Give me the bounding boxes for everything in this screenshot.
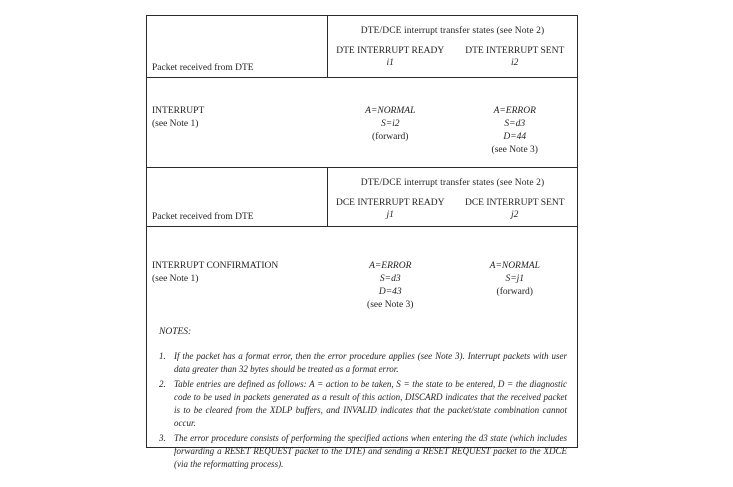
- table2-col1-header: [328, 197, 453, 221]
- table2-column-headers: [328, 197, 577, 221]
- table1-span-header: DTE/DCE interrupt transfer states (see Note 2): [360, 26, 545, 36]
- table1-col1-state: i1: [386, 58, 394, 68]
- cell-action: A=ERROR: [493, 106, 536, 116]
- table1-header-row: [147, 16, 577, 78]
- cell-state: S=d3: [504, 119, 526, 129]
- cell-state: S=d3: [379, 274, 401, 284]
- cell-note: (see Note 3): [367, 300, 414, 310]
- note-text: If the packet has a format error, then the error procedure applies (see Note 3). Interrupt packets with user data greater than 32 bytes should be treated as a format error.: [174, 351, 567, 374]
- cell-note: (see Note 3): [491, 145, 538, 155]
- table1-states-header: [328, 16, 577, 77]
- table2-col2-name: DCE INTERRUPT SENT: [464, 198, 565, 208]
- cell-action: A=NORMAL: [489, 261, 540, 271]
- table1-body-row: [147, 78, 577, 168]
- table2-body-row: [147, 227, 577, 324]
- cell-state: S=j1: [505, 274, 525, 284]
- table2-row-label-cell: [147, 227, 328, 324]
- state-table-document: [146, 15, 578, 469]
- note-number: 2.: [159, 379, 166, 389]
- note-item-1: [159, 350, 567, 376]
- table2-row-label-header-cell: [147, 168, 328, 226]
- table2-row-label-header: Packet received from DTE: [152, 212, 254, 222]
- table1-col1-name: DTE INTERRUPT READY: [336, 46, 445, 56]
- cell-action: A=ERROR: [369, 261, 412, 271]
- cell-note: (forward): [372, 132, 409, 142]
- note-text: Table entries are defined as follows: A = action to be taken, S = the state to be entered, D = the diagnostic code to be used in packets generated as a result of this action, DISCARD indicates that the received packet is to be cleared from the XDLP buffers, and INVALID indicates that the packet/state combination cannot occur.: [174, 379, 567, 428]
- table2-col1-state: j1: [386, 210, 394, 220]
- cell-note: (forward): [496, 287, 533, 297]
- table2-header-row: [147, 168, 577, 227]
- notes-section: [147, 324, 577, 471]
- table1-col2-state: i2: [511, 58, 519, 68]
- table2-col2-state: j2: [511, 210, 519, 220]
- table2-cells: [328, 227, 577, 324]
- table2-cell-j1: [328, 227, 453, 324]
- note-item-2: [159, 378, 567, 430]
- table1-cells: [328, 78, 577, 167]
- table2-row-label-note: (see Note 1): [152, 274, 199, 284]
- table1-row-label-header-cell: [147, 16, 328, 77]
- table2-span-header: DTE/DCE interrupt transfer states (see Note 2): [360, 178, 545, 188]
- table1-row-label-text: INTERRUPT: [152, 106, 205, 116]
- cell-diagnostic: D=44: [503, 132, 527, 142]
- table1-column-headers: [328, 45, 577, 69]
- table1-col2-header: [453, 45, 578, 69]
- table2-row-label: [147, 227, 328, 286]
- cell-state: S=i2: [380, 119, 400, 129]
- cell-action: A=NORMAL: [365, 106, 416, 116]
- table2-states-header: [328, 168, 577, 226]
- note-number: 1.: [159, 351, 166, 361]
- notes-heading: NOTES:: [159, 327, 192, 337]
- note-number: 3.: [159, 433, 166, 443]
- table2-row-label-text: INTERRUPT CONFIRMATION: [152, 261, 279, 271]
- table1-col1-header: [328, 45, 453, 69]
- table2-cell-j2: [453, 227, 578, 324]
- cell-diagnostic: D=43: [378, 287, 402, 297]
- table2-col2-header: [453, 197, 578, 221]
- table1-row-label: [147, 78, 328, 131]
- table1-row-label-note: (see Note 1): [152, 119, 199, 129]
- table1-col2-name: DTE INTERRUPT SENT: [465, 46, 565, 56]
- note-text: The error procedure consists of performing the specified actions when entering the d3 state (which includes forwarding a RESET REQUEST packet to the DTE) and sending a RESET REQUEST packet to the XDCE (via the reformatting process).: [174, 433, 567, 469]
- table1-cell-i1: [328, 78, 453, 167]
- table1-row-label-header: Packet received from DTE: [152, 63, 254, 73]
- table2-col1-name: DCE INTERRUPT READY: [335, 198, 445, 208]
- table1-row-label-cell: [147, 78, 328, 167]
- table1-cell-i2: [453, 78, 578, 167]
- note-item-3: [159, 432, 567, 471]
